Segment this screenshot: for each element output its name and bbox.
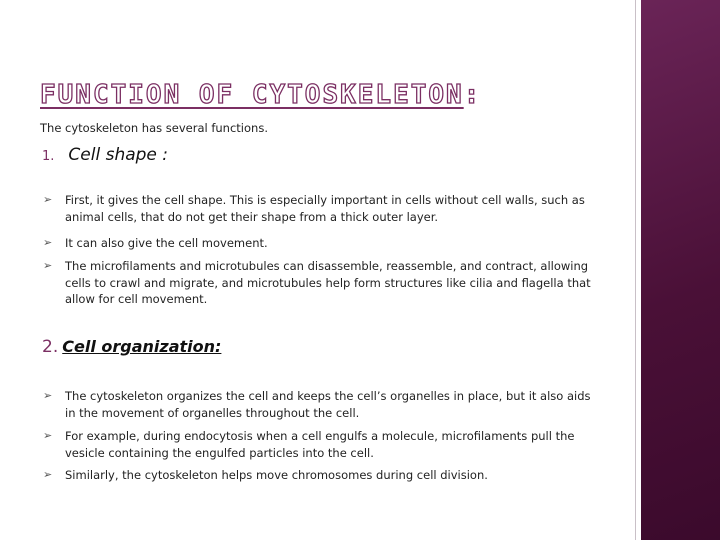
section-number: 1. [42, 149, 55, 164]
bullet-text: For example, during endocytosis when a cell engulfs a molecule, microfilaments pull the vesicle containing the engulfed particles into the cell. [65, 429, 575, 460]
section-heading-cell-shape [42, 145, 168, 165]
arrow-bullet-icon: ➢ [43, 236, 53, 249]
section-title: Cell shape : [68, 145, 169, 165]
sidebar-divider [635, 0, 636, 540]
bullet-item [43, 235, 603, 252]
arrow-bullet-icon: ➢ [43, 429, 53, 442]
slide-title-suffix: : [463, 80, 482, 110]
bullet-item [43, 258, 603, 308]
bullet-text: Similarly, the cytoskeleton helps move chromosomes during cell division. [65, 468, 488, 482]
section-title: Cell organization: [62, 337, 222, 356]
bullet-text: The microfilaments and microtubules can disassemble, reassemble, and contract, allowing cells to crawl and migrate, and microtubules help form structures like cilia and flagella that allow for cell movement. [65, 259, 591, 306]
arrow-bullet-icon: ➢ [43, 389, 53, 402]
bullet-item [43, 428, 603, 461]
bullet-item [43, 467, 603, 484]
intro-text: The cytoskeleton has several functions. [40, 121, 268, 135]
decorative-sidebar [641, 0, 720, 540]
bullet-item [43, 388, 603, 421]
arrow-bullet-icon: ➢ [43, 193, 53, 206]
arrow-bullet-icon: ➢ [43, 468, 53, 481]
bullet-text: First, it gives the cell shape. This is especially important in cells without cell walls, such as animal cells, that do not get their shape from a thick outer layer. [65, 193, 585, 224]
section-heading-cell-organization [42, 337, 221, 357]
slide-title-text: FUNCTION OF CYTOSKELETON [40, 80, 464, 110]
section-number: 2. [42, 337, 59, 357]
bullet-text: It can also give the cell movement. [65, 236, 268, 250]
slide-title [40, 80, 481, 110]
bullet-text: The cytoskeleton organizes the cell and keeps the cell’s organelles in place, but it also aids in the movement of organelles throughout the cell. [65, 389, 591, 420]
arrow-bullet-icon: ➢ [43, 259, 53, 272]
bullet-item [43, 192, 603, 225]
